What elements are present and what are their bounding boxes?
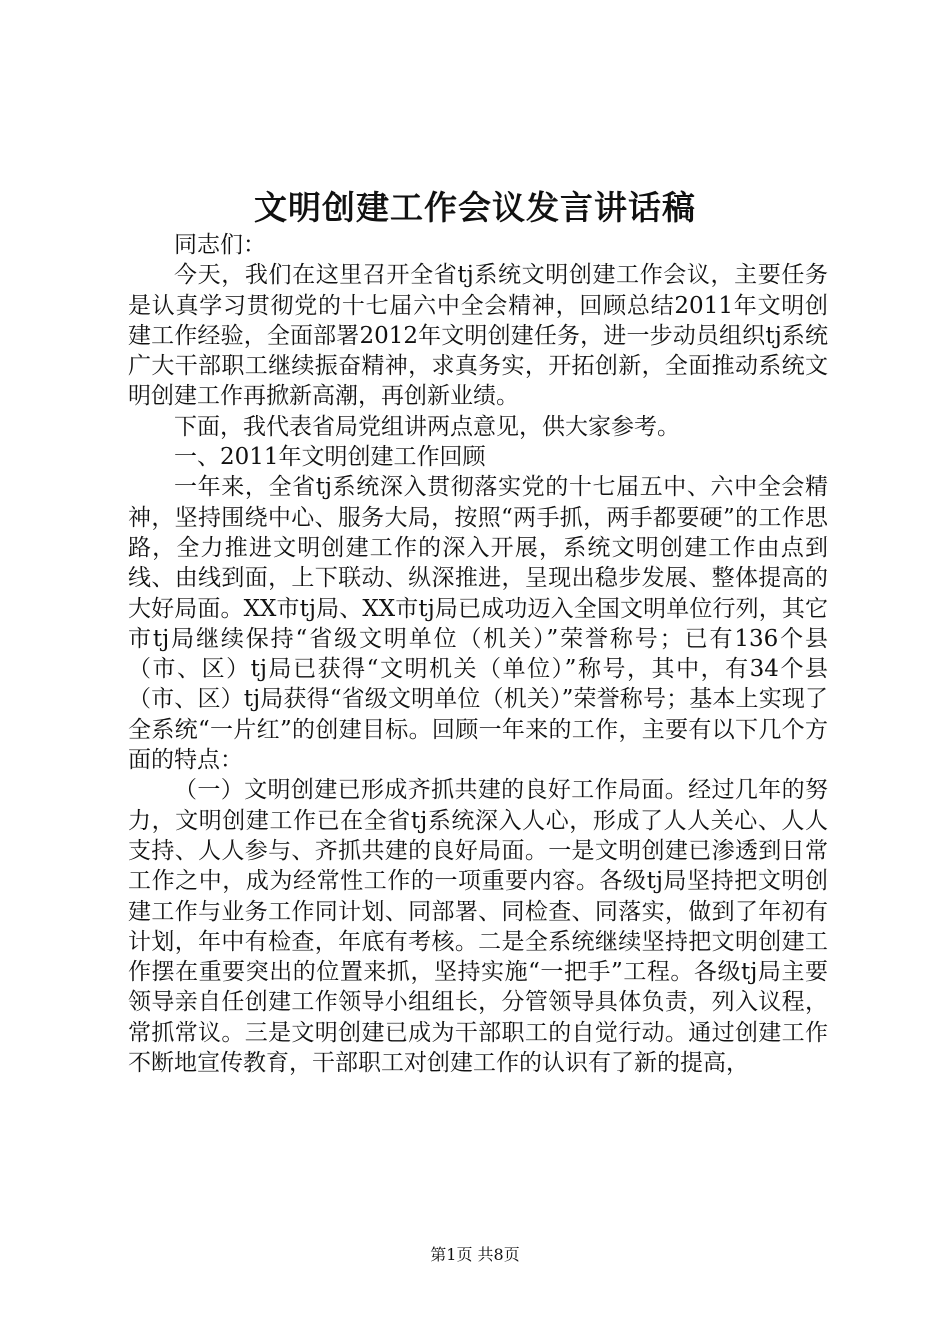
review-paragraph: 一年来，全省tj系统深入贯彻落实党的十七届五中、六中全会精神，坚持围绕中心、服务大局，按照“两手抓，两手都要硬”的工作思路，全力推进文明创建工作的深入开展，系统文明创建工作由点到线、由线到面，上下联动、纵深推进，呈现出稳步发展、整体提高的大好局面。XX市tj局、XX市tj局已成功迈入全国文明单位行列，其它市tj局继续保持“省级文明单位（机关）”荣誉称号；已有136个县（市、区）tj局已获得“文明机关（单位）”称号，其中，有34个县（市、区）tj局获得“省级文明单位（机关）”荣誉称号；基本上实现了全系统“一片红”的创建目标。回顾一年来的工作，主要有以下几个方面的特点： <box>128 474 828 774</box>
salutation-paragraph: 同志们： <box>174 232 266 258</box>
document-title: 文明创建工作会议发言讲话稿 <box>254 188 696 227</box>
transition-paragraph: 下面，我代表省局党组讲两点意见，供大家参考。 <box>174 413 680 440</box>
subsection-paragraph: （一）文明创建已形成齐抓共建的良好工作局面。经过几年的努力，文明创建工作已在全省tj系统深入人心，形成了人人关心、人人支持、人人参与、齐抓共建的良好局面。一是文明创建已渗透到日常工作之中，成为经常性工作的一项重要内容。各级tj局坚持把文明创建工作与业务工作同计划、同部署、同检查、同落实，做到了年初有计划，年中有检查，年底有考核。二是全系统继续坚持把文明创建工作摆在重要突出的位置来抓，坚持实施“一把手”工程。各级tj局主要领导亲自任创建工作领导小组组长，分管领导具体负责，列入议程，常抓常议。三是文明创建已成为干部职工的自觉行动。通过创建工作不断地宣传教育，干部职工对创建工作的认识有了新的提高， <box>128 777 829 1077</box>
page-footer: 第1页 共8页 <box>430 1245 520 1264</box>
document-body <box>128 230 828 1078</box>
section-heading: 一、2011年文明创建工作回顾 <box>174 444 486 471</box>
intro-paragraph: 今天，我们在这里召开全省tj系统文明创建工作会议，主要任务是认真学习贯彻党的十七届六中全会精神，回顾总结2011年文明创建工作经验，全面部署2012年文明创建任务，进一步动员组织tj系统广大干部职工继续振奋精神，求真务实，开拓创新，全面推动系统文明创建工作再掀新高潮，再创新业绩。 <box>128 262 828 410</box>
